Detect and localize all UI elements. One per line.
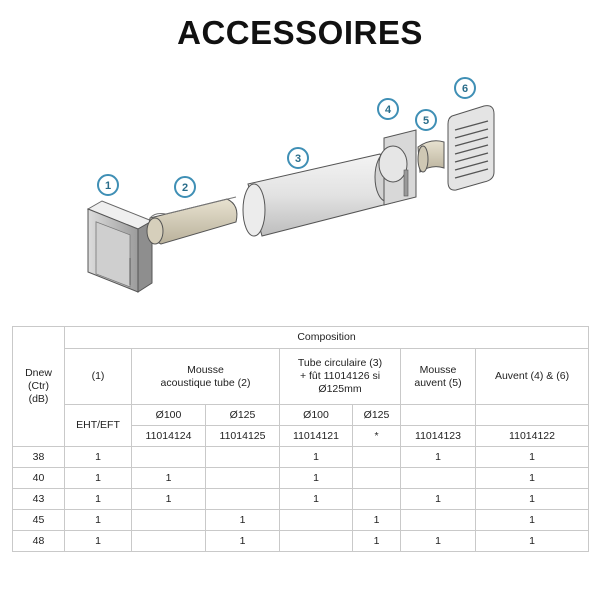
cell bbox=[401, 510, 476, 531]
col-1-subheader: EHT/EFT bbox=[65, 405, 132, 447]
cell: 1 bbox=[476, 510, 589, 531]
svg-text:3: 3 bbox=[294, 153, 302, 165]
ref-cell: * bbox=[353, 426, 401, 447]
callout-6 bbox=[455, 78, 475, 98]
cell: 1 bbox=[280, 468, 353, 489]
ref-cell: 11014123 bbox=[401, 426, 476, 447]
composition-header: Composition bbox=[65, 327, 589, 349]
table-row bbox=[13, 510, 589, 531]
callout-4 bbox=[378, 99, 398, 119]
mousse-tube-header: Mousse acoustique tube (2) bbox=[132, 349, 280, 405]
cell: 1 bbox=[401, 447, 476, 468]
cell: 1 bbox=[476, 531, 589, 552]
part-4-plate bbox=[379, 130, 416, 205]
cell: 1 bbox=[65, 447, 132, 468]
mousse-auvent-header: Mousse auvent (5) bbox=[401, 349, 476, 405]
callout-3 bbox=[288, 148, 308, 168]
cell bbox=[280, 531, 353, 552]
diam-100-mousse: Ø100 bbox=[132, 405, 206, 426]
ref-cell: 11014121 bbox=[280, 426, 353, 447]
cell: 1 bbox=[65, 531, 132, 552]
table-row bbox=[13, 468, 589, 489]
cell: 1 bbox=[401, 531, 476, 552]
dnew-header: Dnew (Ctr) (dB) bbox=[13, 327, 65, 447]
part-1-box bbox=[88, 201, 152, 292]
cell bbox=[206, 489, 280, 510]
table-row bbox=[13, 531, 589, 552]
page-title: ACCESSOIRES bbox=[177, 14, 423, 51]
callout-5 bbox=[416, 110, 436, 130]
diam-125-tube: Ø125 bbox=[353, 405, 401, 426]
diam-100-tube: Ø100 bbox=[280, 405, 353, 426]
cell: 1 bbox=[65, 489, 132, 510]
cell bbox=[353, 489, 401, 510]
cell: 1 bbox=[132, 468, 206, 489]
cell bbox=[353, 447, 401, 468]
cell bbox=[206, 468, 280, 489]
ref-cell: 11014124 bbox=[132, 426, 206, 447]
cell: 1 bbox=[132, 489, 206, 510]
auvent-header: Auvent (4) & (6) bbox=[476, 349, 589, 405]
svg-text:5: 5 bbox=[422, 115, 430, 127]
cell bbox=[206, 447, 280, 468]
cell bbox=[132, 510, 206, 531]
db-cell: 43 bbox=[13, 489, 65, 510]
cell: 1 bbox=[280, 489, 353, 510]
cell: 1 bbox=[353, 510, 401, 531]
empty-cell bbox=[401, 405, 476, 426]
cell: 1 bbox=[206, 531, 280, 552]
cell: 1 bbox=[476, 468, 589, 489]
diam-125-mousse: Ø125 bbox=[206, 405, 280, 426]
table-row bbox=[13, 489, 589, 510]
cell: 1 bbox=[206, 510, 280, 531]
part-6-grille bbox=[448, 106, 494, 190]
cell: 1 bbox=[476, 489, 589, 510]
table-row bbox=[13, 447, 589, 468]
db-cell: 48 bbox=[13, 531, 65, 552]
db-cell: 38 bbox=[13, 447, 65, 468]
col-1-header: (1) bbox=[65, 349, 132, 405]
ref-cell: 11014125 bbox=[206, 426, 280, 447]
cell bbox=[401, 468, 476, 489]
cell bbox=[280, 510, 353, 531]
accessories-drawing bbox=[0, 70, 600, 300]
cell: 1 bbox=[476, 447, 589, 468]
callout-2 bbox=[175, 177, 195, 197]
svg-text:4: 4 bbox=[384, 104, 392, 116]
tube-circulaire-header: Tube circulaire (3) + fût 11014126 si Ø125mm bbox=[280, 349, 401, 405]
cell: 1 bbox=[65, 468, 132, 489]
cell: 1 bbox=[401, 489, 476, 510]
cell: 1 bbox=[65, 510, 132, 531]
part-3-tube bbox=[243, 153, 397, 236]
db-cell: 45 bbox=[13, 510, 65, 531]
svg-text:6: 6 bbox=[461, 83, 469, 95]
part-2-foam bbox=[147, 197, 237, 244]
empty-cell bbox=[476, 405, 589, 426]
cell bbox=[353, 468, 401, 489]
composition-table bbox=[12, 326, 589, 552]
db-cell: 40 bbox=[13, 468, 65, 489]
svg-text:1: 1 bbox=[104, 180, 112, 192]
part-5-foam-ring bbox=[418, 141, 444, 172]
svg-text:2: 2 bbox=[181, 182, 189, 194]
cell: 1 bbox=[280, 447, 353, 468]
cell bbox=[132, 447, 206, 468]
ref-cell: 11014122 bbox=[476, 426, 589, 447]
callout-1 bbox=[98, 175, 118, 195]
cell: 1 bbox=[353, 531, 401, 552]
cell bbox=[132, 531, 206, 552]
